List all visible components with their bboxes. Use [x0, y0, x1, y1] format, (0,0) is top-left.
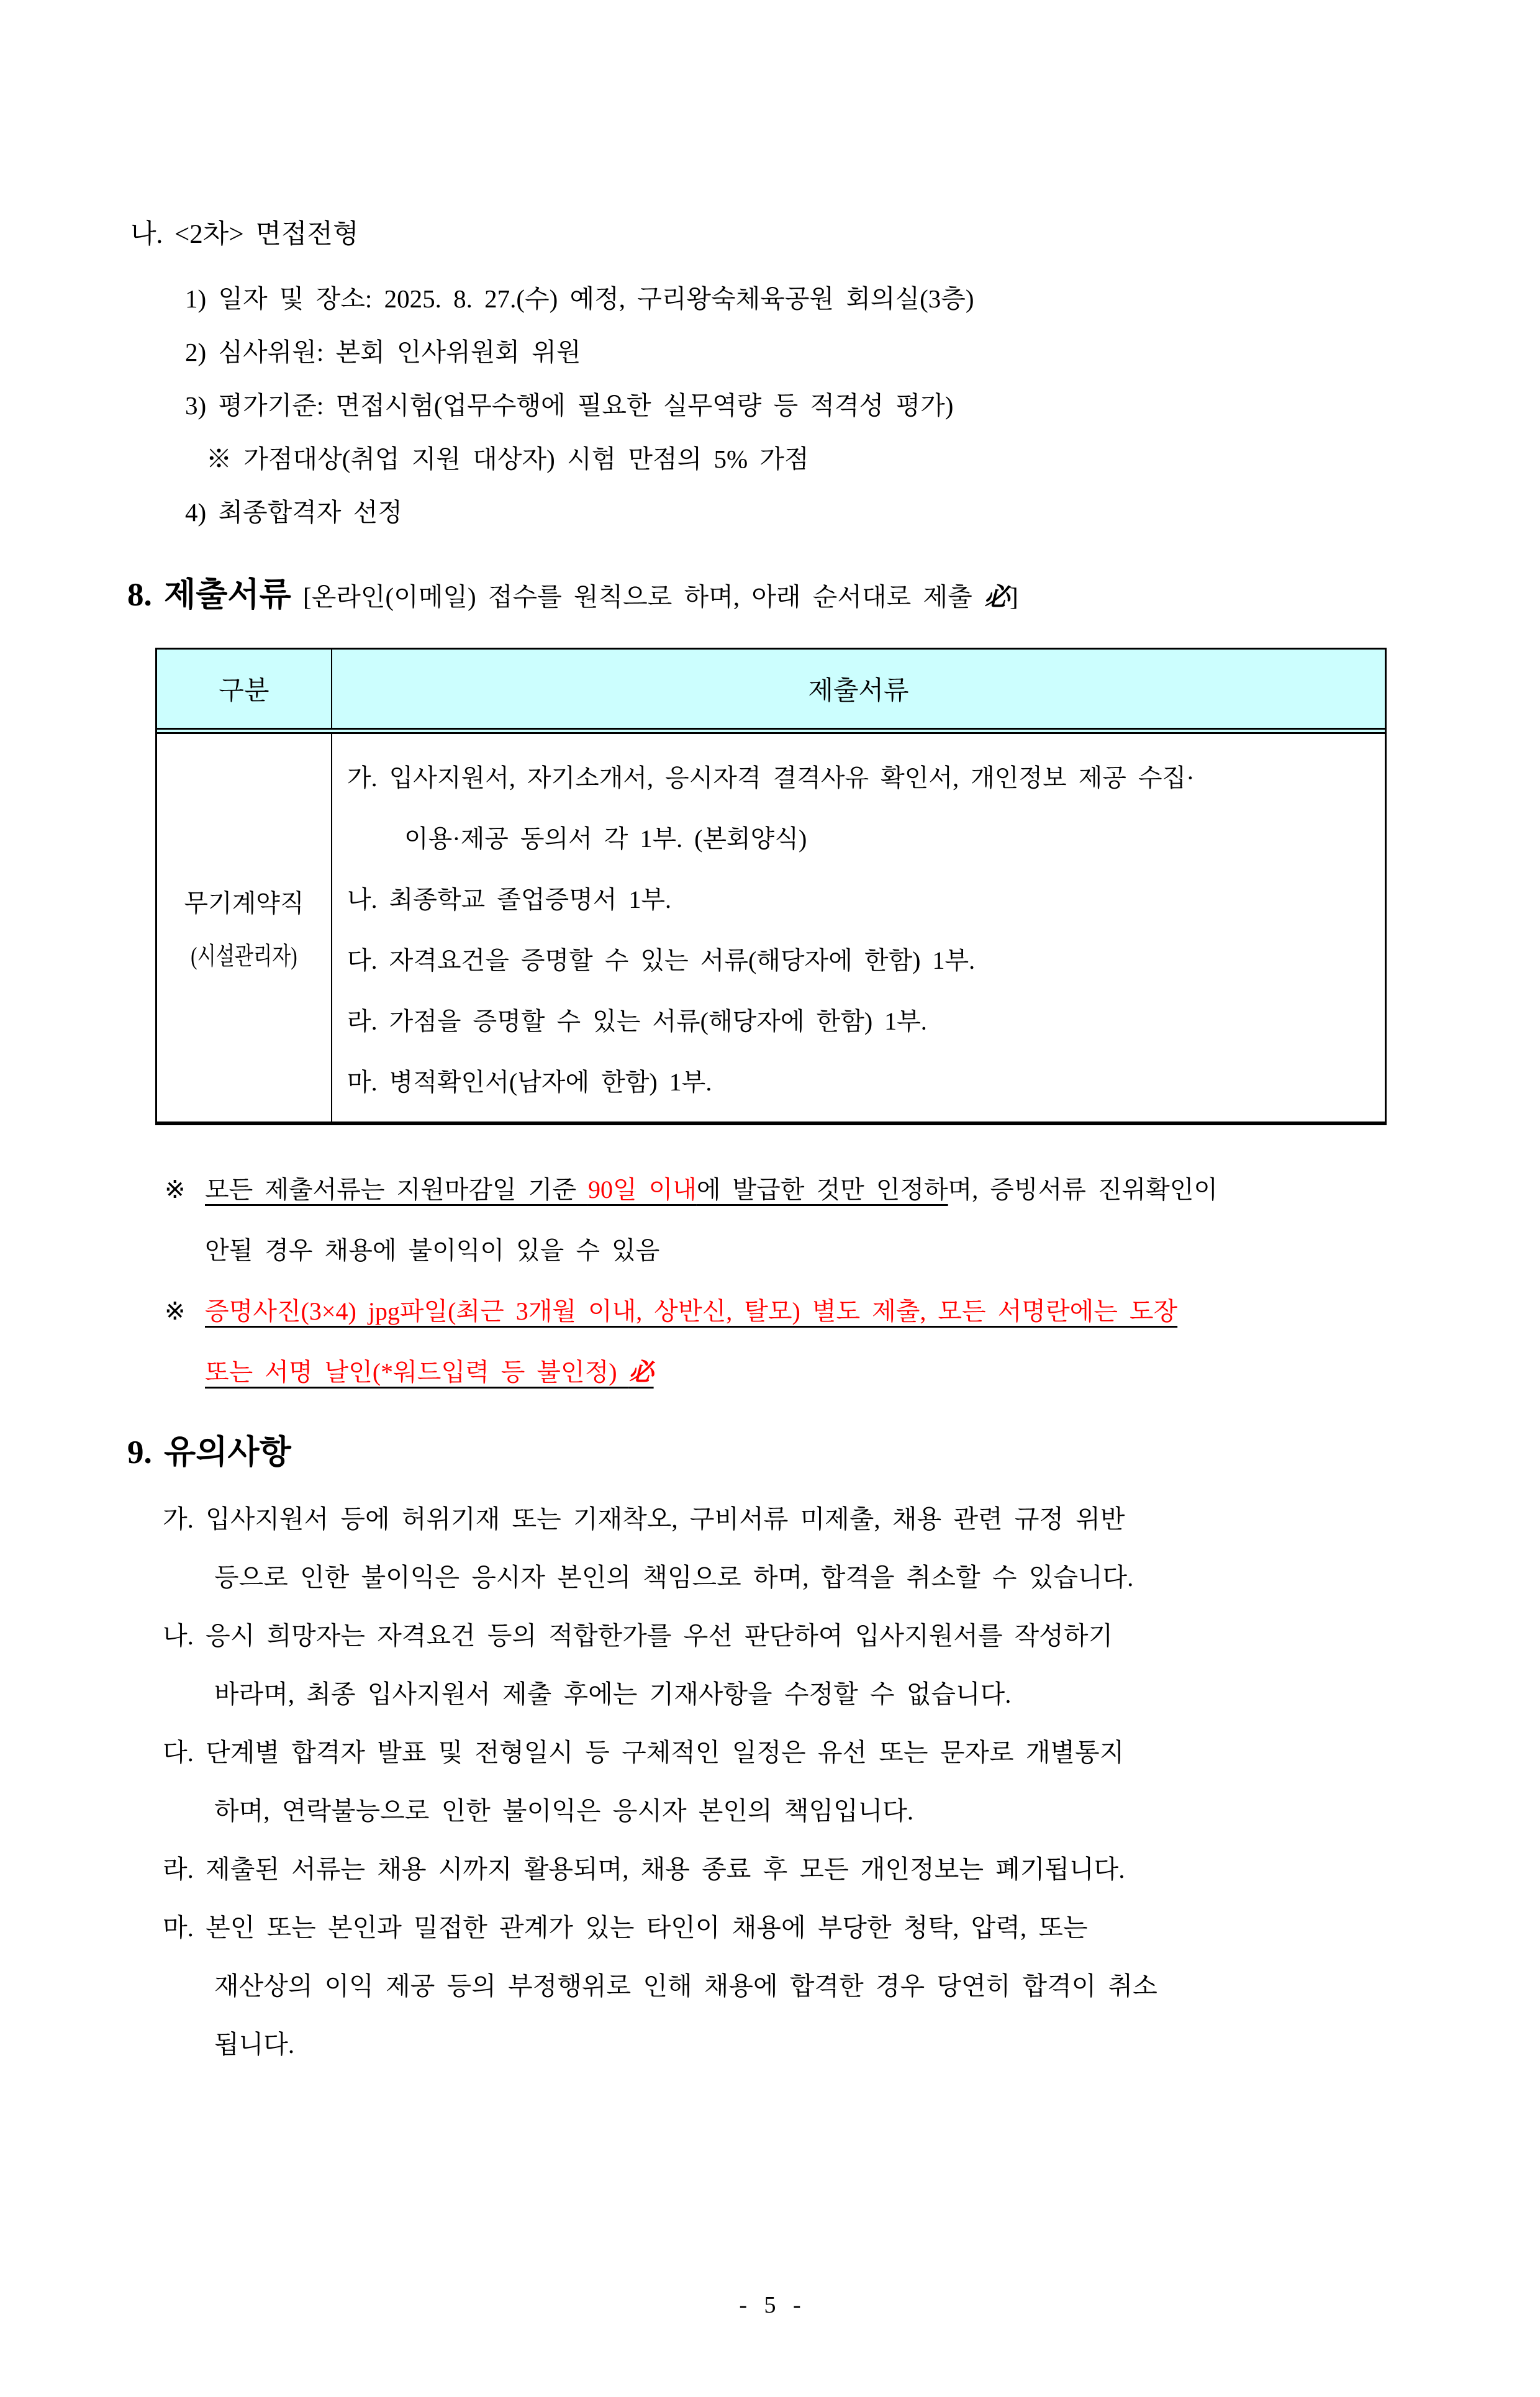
- document-notes: [0, 1159, 1540, 1403]
- doc-line-ga: 가. 입사지원서, 자기소개서, 응시자격 결격사유 확인서, 개인정보 제공 수집·: [347, 764, 1195, 792]
- caution-da-line2: 하며, 연락불능으로 인한 불이익은 응시자 본인의 책임입니다.: [214, 1797, 914, 1825]
- category-line-2: (시설관리자): [191, 942, 297, 970]
- table-header-category: 구분: [157, 650, 332, 728]
- interview-heading: 나. <2차> 면접전형: [130, 220, 359, 249]
- section-8-subtitle-hanja: 必: [984, 582, 1010, 611]
- interview-item-criteria: 3) 평가기준: 면접시험(업무수행에 필요한 실무역량 등 적격성 평가): [185, 391, 954, 420]
- note-validity-underlined: [205, 1176, 948, 1203]
- interview-item-date-place: 1) 일자 및 장소: 2025. 8. 27.(수) 예정, 구리왕숙체육공원 회의실(3층): [185, 284, 974, 313]
- note-validity-black2: 에 발급한 것만 인정하: [696, 1176, 948, 1203]
- doc-line-na: 나. 최종학교 졸업증명서 1부.: [347, 886, 672, 913]
- page: [0, 219, 1540, 2397]
- note-photo-text1: 증명사진(3×4) jpg파일(최근 3개월 이내, 상반신, 탈모) 별도 제출, 모든 서명란에는 도장: [205, 1297, 1178, 1325]
- documents-table-body-row: [157, 734, 1385, 1121]
- note-validity-rest: 며, 증빙서류 진위확인이: [948, 1176, 1218, 1203]
- note-validity-line1: [165, 1159, 1540, 1220]
- caution-ra-line1: 라. 제출된 서류는 채용 시까지 활용되며, 채용 종료 후 모든 개인정보는 폐기됩니다.: [163, 1855, 1125, 1883]
- note-photo-marker: ※: [165, 1297, 186, 1325]
- page-number: - 5 -: [739, 2292, 801, 2318]
- table-category-cell: [157, 734, 332, 1121]
- table-header-documents: 제출서류: [808, 677, 909, 705]
- note-validity-marker: ※: [165, 1176, 186, 1203]
- note-photo-text2: [205, 1358, 654, 1386]
- doc-line-ga-cont: 이용·제공 동의서 각 1부. (본회양식): [404, 825, 807, 853]
- note-validity-red-highlight: 90일 이내: [587, 1176, 697, 1203]
- doc-line-ma: 마. 병적확인서(남자에 한함) 1부.: [347, 1068, 712, 1096]
- interview-item-list: [0, 272, 1540, 539]
- caution-ga-line1: 가. 입사지원서 등에 허위기재 또는 기재착오, 구비서류 미제출, 채용 관련 규정 위반: [163, 1505, 1125, 1533]
- interview-item-bonus-note: ※ 가점대상(취업 지원 대상자) 시험 만점의 5% 가점: [206, 445, 809, 473]
- caution-ma-line2: 재산상의 이익 제공 등의 부정행위로 인해 채용에 합격한 경우 당연히 합격이 취소: [214, 1972, 1157, 2000]
- doc-line-ra: 라. 가점을 증명할 수 있는 서류(해당자에 한함) 1부.: [347, 1007, 927, 1035]
- caution-list: [0, 1490, 1540, 2073]
- section-8-title: 8. 제출서류: [127, 577, 291, 613]
- note-photo-hanja: 必: [628, 1358, 654, 1386]
- note-validity-line2: 안될 경우 채용에 불이익이 있을 수 있음: [205, 1236, 660, 1264]
- caution-na-line2: 바라며, 최종 입사지원서 제출 후에는 기재사항을 수정할 수 없습니다.: [214, 1680, 1012, 1708]
- note-photo-text2-body: 또는 서명 날인(*워드입력 등 불인정): [205, 1358, 629, 1386]
- section-8-subtitle-text: [온라인(이메일) 접수를 원칙으로 하며, 아래 순서대로 제출: [303, 582, 984, 611]
- note-photo-line1: [165, 1281, 1540, 1342]
- section-8-heading: [127, 575, 1540, 617]
- caution-ma-line3: 됩니다.: [214, 2030, 295, 2059]
- interview-item-judges: 2) 심사위원: 본회 인사위원회 위원: [185, 338, 581, 366]
- caution-da-line1: 다. 단계별 합격자 발표 및 전형일시 등 구체적인 일정은 유선 또는 문자로 개별통지: [163, 1738, 1125, 1767]
- caution-ma-line1: 마. 본인 또는 본인과 밀접한 관계가 있는 타인이 채용에 부당한 청탁, 압력, 또는: [163, 1913, 1088, 1942]
- section-9-heading: 9. 유의사항: [127, 1434, 291, 1470]
- section-8-subtitle-close: ]: [1009, 582, 1018, 611]
- table-documents-cell: [332, 734, 1385, 1121]
- interview-item-final-selection: 4) 최종합격자 선정: [185, 498, 402, 527]
- documents-table-header-row: [157, 650, 1385, 734]
- note-validity-black1: 모든 제출서류는 지원마감일 기준: [205, 1176, 588, 1203]
- doc-line-da: 다. 자격요건을 증명할 수 있는 서류(해당자에 한함) 1부.: [347, 946, 976, 974]
- caution-na-line1: 나. 응시 희망자는 자격요건 등의 적합한가를 우선 판단하여 입사지원서를 작성하기: [163, 1621, 1113, 1650]
- documents-table: [155, 648, 1387, 1125]
- note-photo-line2: [205, 1342, 1540, 1403]
- caution-ga-line2: 등으로 인한 불이익은 응시자 본인의 책임으로 하며, 합격을 취소할 수 있습니다.: [214, 1563, 1134, 1592]
- category-line-1: 무기계약직: [184, 889, 304, 917]
- section-8-subtitle: [303, 582, 1018, 611]
